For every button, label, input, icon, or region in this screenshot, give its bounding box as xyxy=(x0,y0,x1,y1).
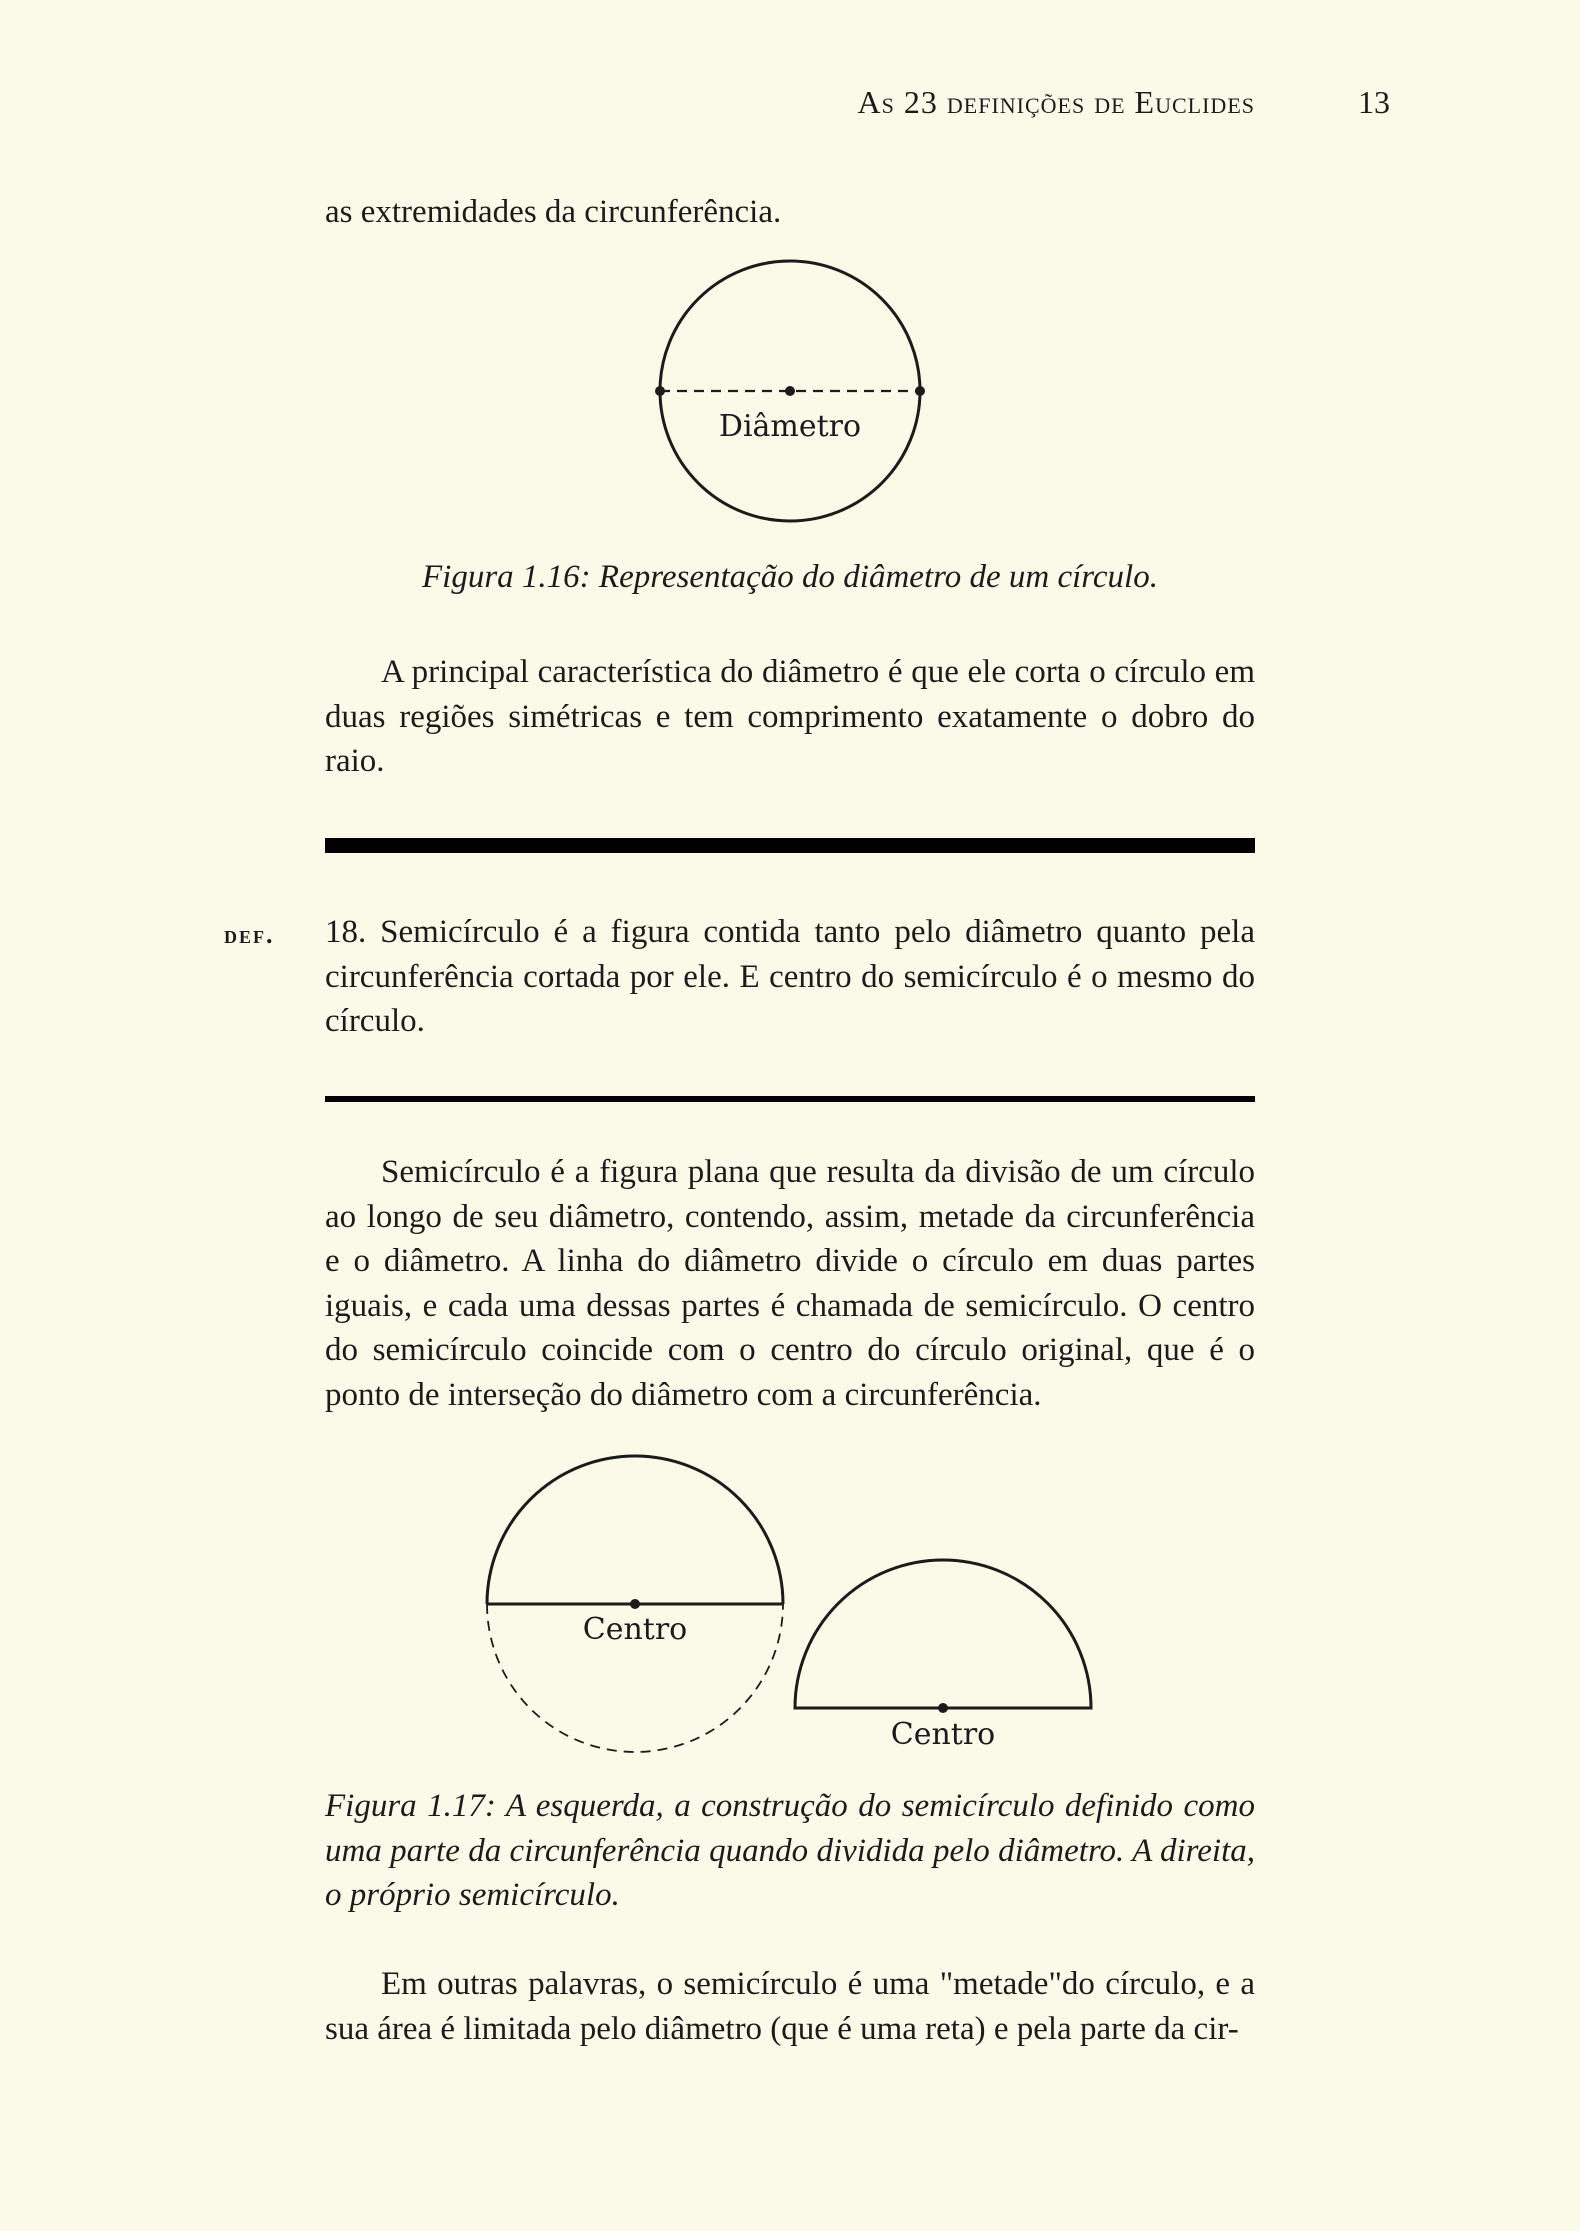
paragraph-semicircle-area: Em outras palavras, o semicírculo é uma "metade"do círculo, e a sua área é limitada pelo diâmetro (que é uma reta) e pela parte da cir- xyxy=(325,1966,1255,2047)
definition-bottom-rule xyxy=(325,1096,1255,1102)
figure-semicircle xyxy=(470,1440,1110,1770)
left-center-label: Centro xyxy=(582,1612,688,1647)
semicircle-standalone xyxy=(795,1560,1091,1752)
center-point xyxy=(630,1599,640,1609)
figure-diameter xyxy=(640,255,940,535)
figure-1-17-caption: Figura 1.17: A esquerda, a construção do semicírculo definido como uma parte da circunferência quando dividida pelo diâmetro. A direita, o próprio semicírculo. xyxy=(325,1788,1255,1913)
paragraph-continuation: as extremidades da circunferência. xyxy=(325,194,782,230)
paragraph-semicircle-explanation: Semicírculo é a figura plana que resulta da divisão de um círculo ao longo de seu diâmetro, contendo, assim, metade da circunferência e o diâmetro. A linha do diâmetro divide o círculo em duas partes iguais, e cada uma dessas partes é chamada de semicírculo. O centro do semicírculo coincide com o centro do círculo original, que é o ponto de interseção do diâmetro com a circunferência. xyxy=(325,1154,1255,1413)
figure-1-16-caption: Figura 1.16: Representação do diâmetro de um círculo. xyxy=(422,559,1158,595)
semicircle-shape xyxy=(795,1560,1091,1708)
upper-arc xyxy=(487,1456,783,1604)
definition-18-text: 18. Semicírculo é a figura contida tanto pelo diâmetro quanto pela circunferência cortada por ele. E centro do semicírculo é o mesmo do círculo. xyxy=(325,914,1255,1039)
right-center-label: Centro xyxy=(890,1717,996,1752)
page-number: 13 xyxy=(1358,84,1390,120)
paragraph-diameter-property: A principal característica do diâmetro é que ele corta o círculo em duas regiões simétricas e tem comprimento exatamente o dobro do raio. xyxy=(325,654,1255,779)
diameter-label: Diâmetro xyxy=(718,409,862,444)
running-header-title: As 23 definições de Euclides xyxy=(857,84,1255,120)
center-point xyxy=(938,1703,948,1713)
definition-label: def. xyxy=(224,920,275,949)
circle-center-point xyxy=(785,386,795,396)
diameter-endpoint-left xyxy=(655,386,665,396)
definition-top-rule xyxy=(325,838,1255,853)
semicircle-construction xyxy=(487,1456,783,1752)
diameter-endpoint-right xyxy=(915,386,925,396)
